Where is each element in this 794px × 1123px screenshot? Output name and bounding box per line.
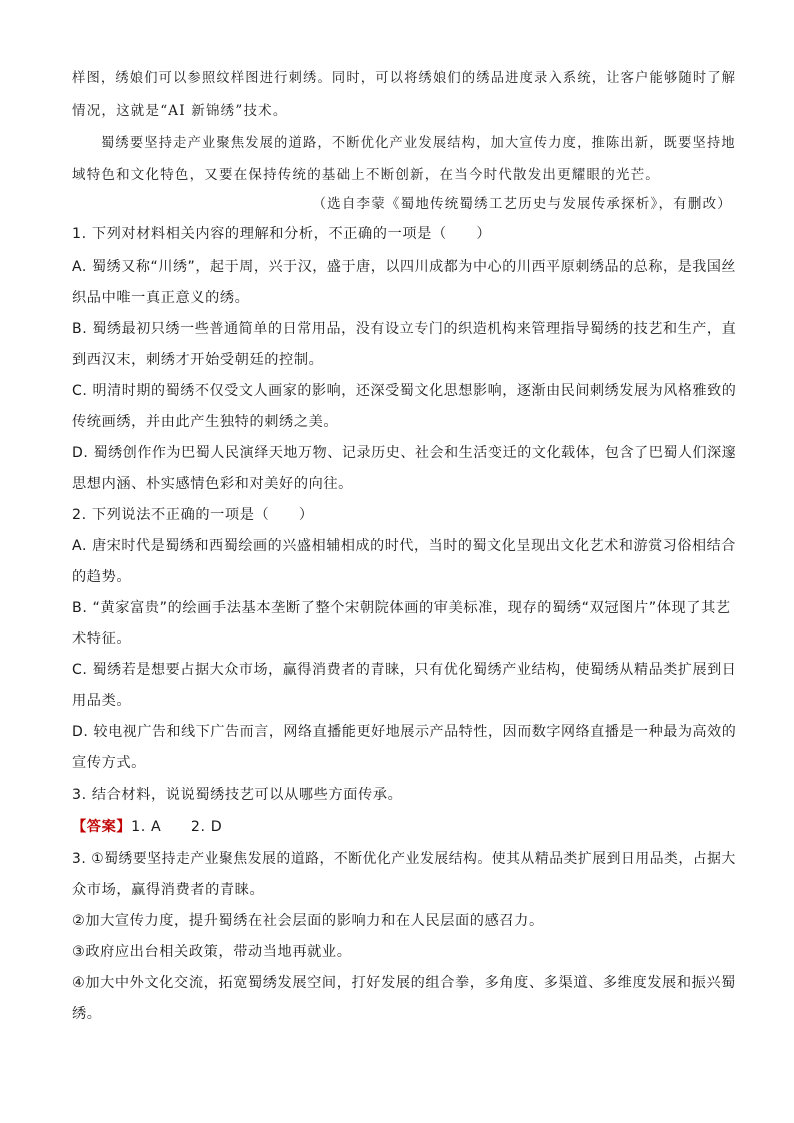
question-1-stem: 1. 下列对材料相关内容的理解和分析，不正确的一项是（ ） xyxy=(72,226,492,242)
question-2-option-b: 术特征。 xyxy=(72,631,132,647)
question-1-option-d: D. 蜀绣创作作为巴蜀人民演绎天地万物、记录历史、社会和生活变迁的文化载体，包含了巴蜀人们深邃 xyxy=(72,445,737,461)
answer-3-point: ②加大宣传力度，提升蜀绣在社会层面的影响力和在人民层面的感召力。 xyxy=(72,913,544,929)
question-1-option-b: 到西汉末，刺绣才开始受朝廷的控制。 xyxy=(72,352,324,368)
question-2-option-d: 宣传方式。 xyxy=(72,755,146,771)
question-1-option-b: B. 蜀绣最初只绣一些普通简单的日常用品，没有设立专门的织造机构来管理指导蜀绣的技艺和生产，直 xyxy=(72,321,737,337)
answer-3-point: ③政府应出台相关政策，带动当地再就业。 xyxy=(72,944,352,960)
answer-tag: 【答案】 xyxy=(72,819,132,835)
question-1-option-a: A. 蜀绣又称“川绣”，起于周，兴于汉，盛于唐，以四川成都为中心的川西平原刺绣品的总称，是我国丝 xyxy=(72,259,737,275)
question-2-option-b: B. “黄家富贵”的绘画手法基本垄断了整个宋朝院体画的审美标准，现存的蜀绣“双冠图片”体现了其艺 xyxy=(72,600,731,616)
passage-line: 样图，绣娘们可以参照纹样图进行刺绣。同时，可以将绣娘们的绣品进度录入系统，让客户能够随时了解 xyxy=(72,70,737,86)
question-1-option-c: C. 明清时期的蜀绣不仅受文人画家的影响，还深受蜀文化思想影响，逐渐由民间刺绣发展为风格雅致的 xyxy=(72,383,737,399)
answer-3-line: 众市场，赢得消费者的青睐。 xyxy=(72,882,265,898)
answer-3-point: ④加大中外文化交流，拓宽蜀绣发展空间，打好发展的组合拳，多角度、多渠道、多维度发展和振兴蜀 xyxy=(72,975,736,991)
question-2-option-d: D. 较电视广告和线下广告而言，网络直播能更好地展示产品特性，因而数字网络直播是一种最为高效的 xyxy=(72,724,737,740)
answer-line xyxy=(72,816,222,836)
question-3-stem: 3. 结合材料，说说蜀绣技艺可以从哪些方面传承。 xyxy=(72,787,403,803)
question-1-option-c: 传统画绣，并由此产生独特的刺绣之美。 xyxy=(72,414,339,430)
passage-line: 情况，这就是“AI 新锦绣”技术。 xyxy=(72,103,288,119)
question-2-option-c: C. 蜀绣若是想要占据大众市场，赢得消费者的青睐，只有优化蜀绣产业结构，使蜀绣从精品类扩展到日 xyxy=(72,662,737,678)
answer-3-line: 3. ①蜀绣要坚持走产业聚焦发展的道路，不断优化产业发展结构。使其从精品类扩展到日用品类，占据大 xyxy=(72,851,736,867)
question-2-option-a: 的趋势。 xyxy=(72,569,132,585)
question-2-option-c: 用品类。 xyxy=(72,693,132,709)
passage-source: （选自李蒙《蜀地传统蜀绣工艺历史与发展传承探析》，有删改） xyxy=(312,196,732,212)
passage-line: 蜀绣要坚持走产业聚焦发展的道路，不断优化产业发展结构，加大宣传力度，推陈出新，既要坚持地 xyxy=(101,135,736,151)
question-2-option-a: A. 唐宋时代是蜀绣和西蜀绘画的兴盛相辅相成的时代，当时的蜀文化呈现出文化艺术和游赏习俗相结合 xyxy=(72,538,736,554)
passage-line: 域特色和文化特色，又要在保持传统的基础上不断创新，在当今时代散发出更耀眼的光芒。 xyxy=(72,167,660,183)
answer-3-point: 绣。 xyxy=(72,1006,102,1022)
question-2-stem: 2. 下列说法不正确的一项是（ ） xyxy=(72,507,314,523)
answer-choices: 1. A 2. D xyxy=(131,819,223,835)
question-1-option-a: 织品中唯一真正意义的绣。 xyxy=(72,290,250,306)
question-1-option-d: 思想内涵、朴实感情色彩和对美好的向往。 xyxy=(72,476,353,492)
